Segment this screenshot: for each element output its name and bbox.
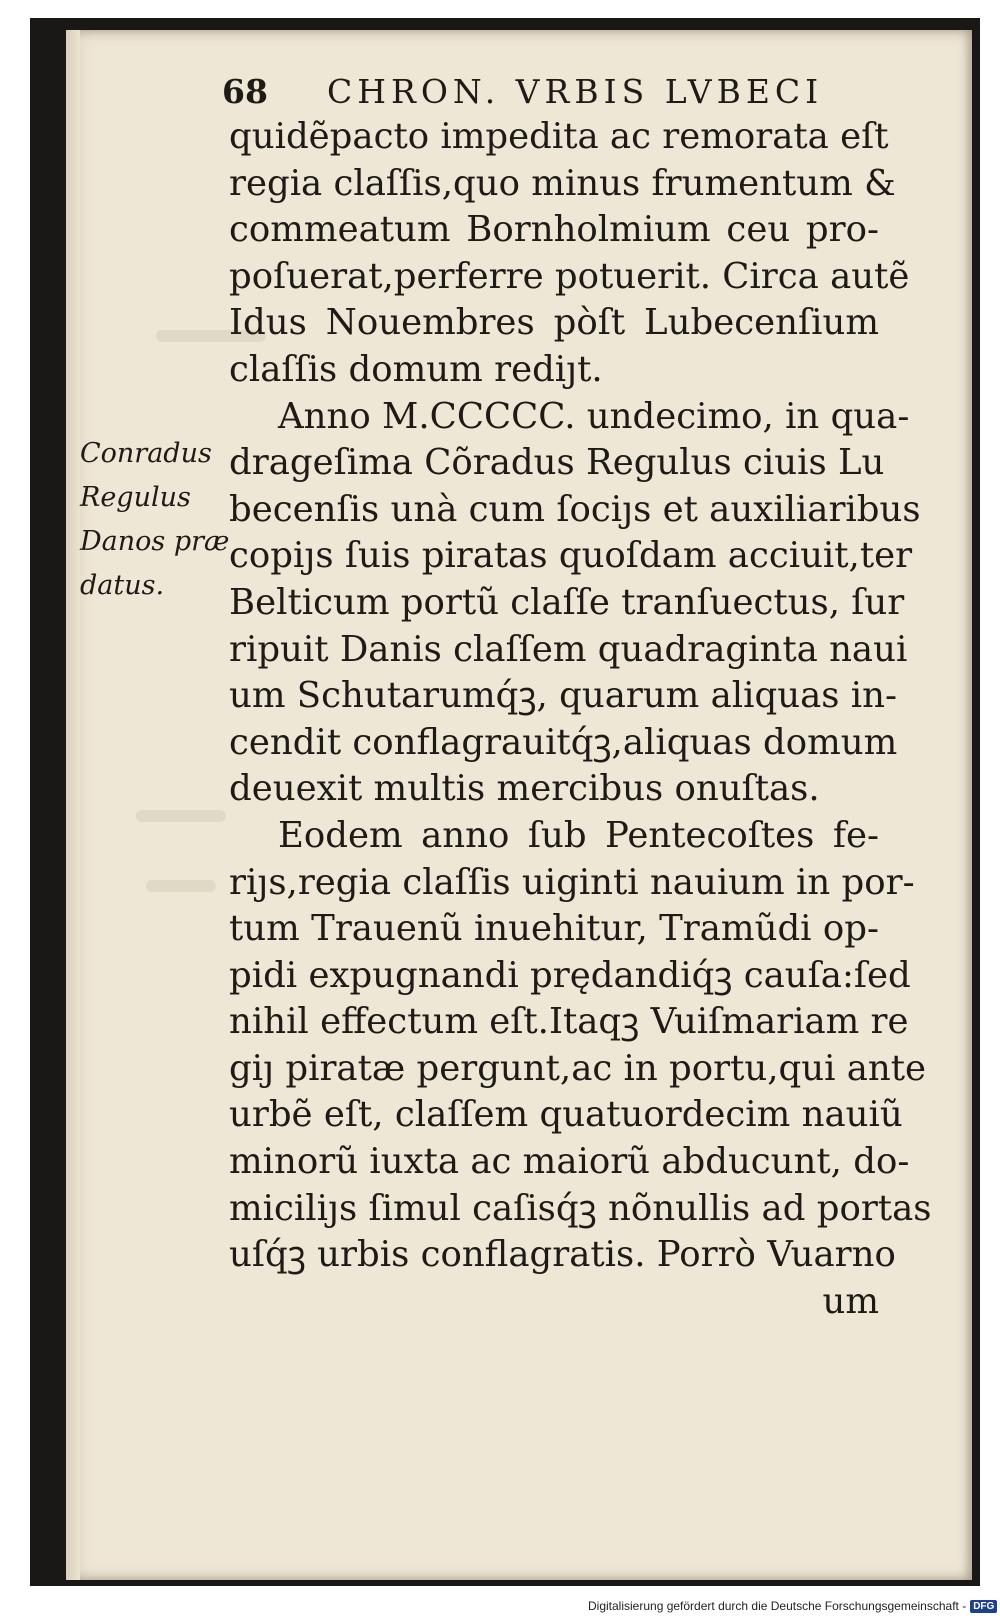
text-line: nihil effectum eſt.Itaqꝫ Vuiſmariam re (229, 1001, 909, 1043)
catchword: um (822, 1280, 879, 1322)
text-line: quidẽpacto impedita ac remorata eſt (229, 116, 889, 157)
body-text (229, 114, 932, 1325)
dfg-logo: DFG (970, 1600, 997, 1613)
show-through-mark (146, 880, 216, 892)
page-header (222, 72, 862, 111)
text-line: Eodem anno ſub Pentecoſtes fe- (278, 814, 879, 856)
text-line: minorũ iuxta ac maiorũ abducunt, do- (229, 1141, 910, 1183)
text-line: poſuerat,perferre potuerit. Circa autẽ (229, 255, 910, 297)
digitization-credit (588, 1599, 995, 1613)
marginal-note-line: Conradus (80, 438, 212, 469)
text-line: riȷs,regia claſſis uiginti nauium in por- (229, 861, 915, 903)
text-line: miciliȷs ſimul caſisq́ꝫ nõnullis ad portas (229, 1187, 932, 1229)
text-line: claſſis domum rediȷt. (229, 348, 603, 390)
text-line: uſq́ꝫ urbis conflagratis. Porrò Vuarno (229, 1234, 896, 1276)
text-line: um Schutarumq́ꝫ, quarum aliquas in- (229, 675, 897, 717)
marginal-note-line: datus. (80, 570, 165, 601)
text-line: tum Trauenũ inuehitur, Tramũdi op- (229, 908, 879, 950)
text-line: giȷ piratæ pergunt,ac in portu,qui ante (229, 1047, 927, 1089)
folio-number: 68 (222, 72, 268, 111)
text-line: cendit conflagrauitq́ꝫ,aliquas domum (229, 721, 898, 763)
marginal-note-line: Danos præ (80, 526, 230, 557)
marginal-note-line: Regulus (80, 482, 191, 513)
running-title: CHRON. VRBIS LVBECI (327, 72, 824, 111)
marginal-note (80, 432, 230, 608)
text-line: Belticum portũ claſſe tranſuectus, ſur (229, 581, 905, 623)
text-line: commeatum Bornholmium ceu pro- (229, 209, 879, 251)
text-line: regia claſſis,quo minus frumentum & (229, 162, 896, 204)
text-line: pidi expugnandi prędandiq́ꝫ cauſa:ſed (229, 954, 911, 996)
show-through-mark (136, 810, 226, 822)
text-line: drageſima Cõradus Regulus ciuis Lu (229, 442, 885, 484)
text-line: becenſis unà cum ſociȷs et auxiliaribus (229, 488, 921, 530)
text-line: ripuit Danis claſſem quadraginta naui (229, 628, 908, 670)
credit-text: Digitalisierung gefördert durch die Deutsche Forschungsgemeinschaft - (588, 1599, 967, 1613)
text-line: Idus Nouembres pòſt Lubecenſium (229, 302, 879, 344)
page-gutter-edge (66, 30, 80, 1580)
text-line: Anno M.CCCCC. undecimo, in qua- (278, 395, 910, 437)
text-line: deuexit multis mercibus onuſtas. (229, 768, 820, 810)
text-line: urbẽ eſt, claſſem quatuordecim nauiũ (229, 1094, 903, 1136)
text-line: copiȷs ſuis piratas quoſdam acciuit,ter (229, 535, 913, 577)
